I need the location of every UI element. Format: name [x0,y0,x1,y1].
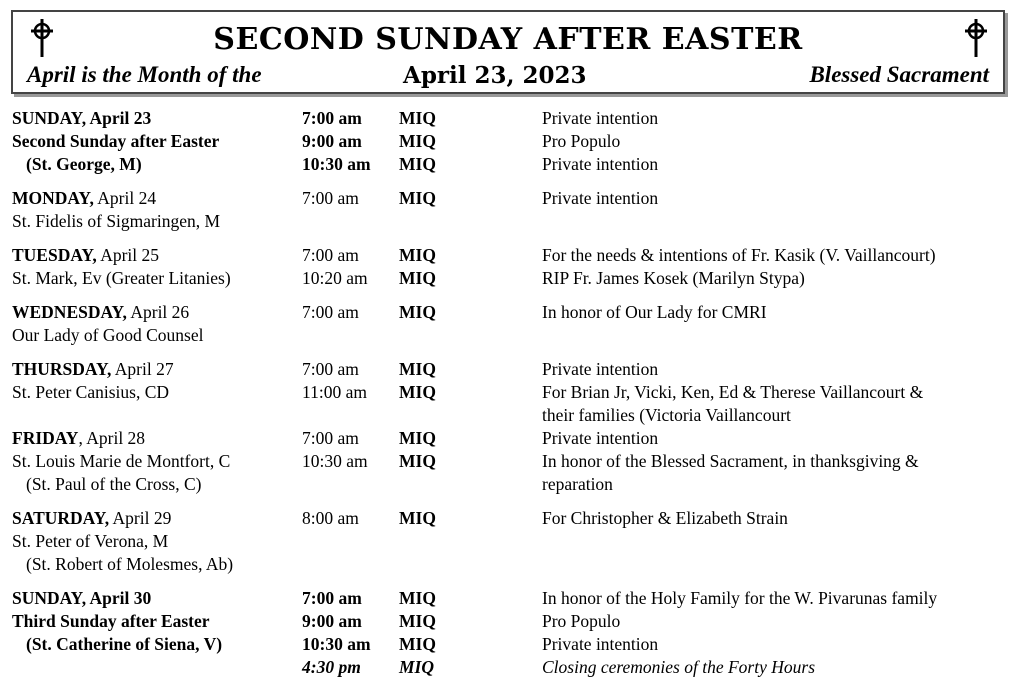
mass-code: MIQ [399,108,436,128]
mass-intention: Private intention [542,359,659,379]
feast-name: St. Peter Canisius, CD [12,382,170,402]
schedule-row [12,530,1007,553]
mass-code: MIQ [399,359,436,379]
feast-name: St. Fidelis of Sigmaringen, M [12,211,221,231]
mass-code: MIQ [399,268,436,288]
day-date: April 29 [109,508,172,528]
mass-intention: Private intention [542,108,659,128]
bulletin-header [11,10,1005,94]
day-heading [12,187,156,210]
schedule-row [12,107,1007,130]
mass-time: 7:00 am [302,245,359,265]
day-heading [12,507,171,530]
mass-time: 10:20 am [302,268,368,288]
day-date: April 26 [126,302,190,322]
mass-intention: Pro Populo [542,131,621,151]
day-block [12,358,1007,427]
mass-intention: In honor of Our Lady for CMRI [542,302,767,322]
mass-code: MIQ [399,657,435,677]
mass-intention-continued: reparation [542,474,613,494]
mass-time: 9:00 am [302,611,362,631]
mass-code: MIQ [399,451,436,471]
mass-code: MIQ [399,508,436,528]
day-date: April 27 [111,359,174,379]
day-heading [12,427,145,450]
schedule-row [12,507,1007,530]
day-block [12,244,1007,290]
schedule-row [12,553,1007,576]
schedule-row [12,381,1007,404]
schedule-row [12,301,1007,324]
schedule-row [12,210,1007,233]
day-name: THURSDAY, [12,359,112,379]
mass-time: 10:30 am [302,451,368,471]
feast-name: St. Louis Marie de Montfort, C [12,451,231,471]
mass-time: 7:00 am [302,302,359,322]
schedule-row [12,244,1007,267]
day-block [12,107,1007,176]
schedule-row [12,587,1007,610]
day-block [12,427,1007,496]
mass-intention: RIP Fr. James Kosek (Marilyn Stypa) [542,268,805,288]
day-date: , April 28 [78,428,146,448]
schedule-row [12,130,1007,153]
feast-name: St. Mark, Ev (Greater Litanies) [12,268,231,288]
feast-name: Our Lady of Good Counsel [12,325,204,345]
mass-code: MIQ [399,588,436,608]
day-date: April 25 [96,245,160,265]
day-heading: SUNDAY, April 30 [12,588,152,608]
schedule-row [12,473,1007,496]
schedule-row [12,427,1007,450]
mass-intention: Private intention [542,634,659,654]
day-name: FRIDAY [12,428,79,448]
mass-code: MIQ [399,131,436,151]
mass-code: MIQ [399,154,436,174]
day-heading [12,301,189,324]
day-block [12,301,1007,347]
mass-time: 10:30 am [302,634,371,654]
mass-intention: For Christopher & Elizabeth Strain [542,508,788,528]
mass-time: 7:00 am [302,188,359,208]
day-date: April 24 [93,188,157,208]
day-block [12,587,1007,679]
mass-intention: Private intention [542,428,659,448]
feast-name: St. Peter of Verona, M [12,531,169,551]
day-heading: SUNDAY, April 23 [12,108,152,128]
mass-intention-continued: their families (Victoria Vaillancourt [542,405,791,425]
mass-code: MIQ [399,302,436,322]
day-block [12,507,1007,576]
feast-name: Third Sunday after Easter [12,611,210,631]
page-title: SECOND SUNDAY AFTER EASTER [213,22,803,57]
day-heading [12,244,159,267]
mass-time: 7:00 am [302,428,359,448]
schedule-row [12,404,1007,427]
month-dedication-suffix: Blessed Sacrament [809,62,989,87]
schedule-row [12,656,1007,679]
mass-intention: Private intention [542,154,659,174]
feast-name: Second Sunday after Easter [12,131,220,151]
mass-code: MIQ [399,611,436,631]
schedule-row [12,358,1007,381]
mass-time: 7:00 am [302,588,362,608]
day-name: WEDNESDAY, [12,302,127,322]
schedule-row [12,450,1007,473]
mass-time: 7:00 am [302,108,362,128]
commemoration: (St. George, M) [26,154,142,174]
mass-intention: For Brian Jr, Vicki, Ken, Ed & Therese Vaillancourt & [542,382,924,402]
mass-schedule [12,107,1007,679]
month-dedication-prefix: April is the Month of the [27,62,262,87]
mass-time: 7:00 am [302,359,359,379]
mass-time: 8:00 am [302,508,359,528]
celtic-cross-icon [963,18,989,58]
mass-intention: Closing ceremonies of the Forty Hours [542,657,816,677]
mass-code: MIQ [399,382,436,402]
schedule-row [12,187,1007,210]
mass-code: MIQ [399,188,436,208]
mass-intention: For the needs & intentions of Fr. Kasik (V. Vaillancourt) [542,245,936,265]
day-heading [12,358,174,381]
schedule-row [12,267,1007,290]
mass-code: MIQ [399,428,436,448]
schedule-row [12,610,1007,633]
day-name: SATURDAY, [12,508,110,528]
mass-time: 11:00 am [302,382,367,402]
day-name: TUESDAY, [12,245,97,265]
mass-intention: Pro Populo [542,611,621,631]
schedule-row [12,324,1007,347]
mass-time: 9:00 am [302,131,362,151]
mass-intention: In honor of the Holy Family for the W. Pivarunas family [542,588,938,608]
day-block [12,187,1007,233]
mass-code: MIQ [399,634,436,654]
mass-intention: Private intention [542,188,659,208]
mass-code: MIQ [399,245,436,265]
schedule-row [12,633,1007,656]
schedule-row [12,153,1007,176]
commemoration: (St. Robert of Molesmes, Ab) [26,554,234,574]
day-name: MONDAY, [12,188,94,208]
bulletin-date: April 23, 2023 [403,62,587,89]
commemoration: (St. Paul of the Cross, C) [26,474,202,494]
mass-intention: In honor of the Blessed Sacrament, in thanksgiving & [542,451,919,471]
mass-time: 4:30 pm [302,657,361,677]
mass-time: 10:30 am [302,154,371,174]
commemoration: (St. Catherine of Siena, V) [26,634,223,654]
